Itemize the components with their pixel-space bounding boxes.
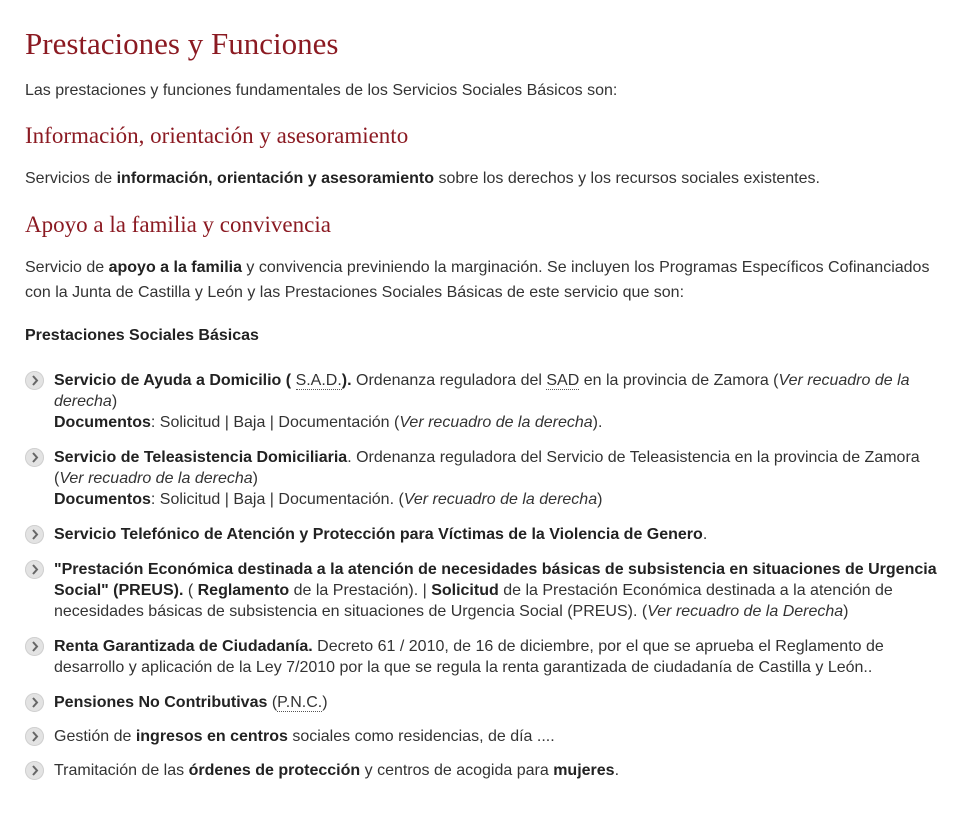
solicitud-link[interactable]: Solicitud (431, 582, 499, 599)
bold-fragment: información, orientación y asesoramiento (116, 170, 435, 187)
text-fragment: . Ordenanza reguladora del Servicio de Teleasistencia en la provincia de Zamora ( (54, 449, 920, 487)
intro-text: Las prestaciones y funciones fundamentales de los Servicios Sociales Básicos son: (25, 82, 618, 99)
text-fragment: sociales como residencias, de día .... (287, 728, 555, 745)
abbr-pnc: P.N.C. (277, 694, 323, 711)
service-name[interactable]: Pensiones No Contributivas (54, 694, 268, 711)
text-fragment: Ordenanza reguladora del (351, 372, 547, 389)
chevron-right-icon (25, 637, 44, 656)
page-title: Prestaciones y Funciones (25, 26, 339, 61)
service-name[interactable]: Servicio de Teleasistencia Domiciliaria (54, 449, 348, 466)
text-fragment: . (614, 762, 620, 779)
service-name[interactable]: Renta Garantizada de Ciudadanía. (54, 638, 313, 655)
bold-fragment: ingresos en centros (135, 728, 288, 745)
text-fragment: ( (267, 694, 278, 711)
reglamento-link[interactable]: Reglamento (197, 582, 290, 599)
service-name[interactable]: Servicio de Ayuda a Domicilio ( (54, 372, 292, 389)
bold-fragment: mujeres (553, 762, 615, 779)
service-name[interactable]: "Prestación Económica destinada a la atención de necesidades básicas de subsistencia en situaciones de Urgencia Social" (PREUS). (54, 561, 937, 599)
text-fragment: Decreto 61 / 2010, de 16 de diciembre, por el que se aprueba el Reglamento de desarrollo y aplicación de la Ley 7/2010 por la que se regula la renta garantizada de ciudadanía de Castilla y León.. (54, 638, 884, 676)
text-fragment: ( (183, 582, 198, 599)
list-item-renta (25, 636, 949, 678)
chevron-right-icon (25, 371, 44, 390)
chevron-right-icon (25, 525, 44, 544)
section-text-apoyo (25, 255, 949, 305)
documents-links[interactable]: : Solicitud | Baja | Documentación ( (150, 414, 400, 431)
documents-label: Documentos (54, 491, 151, 508)
section-text-informacion (25, 168, 949, 190)
chevron-right-icon (25, 448, 44, 467)
list-item-sad (25, 370, 949, 433)
documents-links[interactable]: : Solicitud | Baja | Documentación. ( (150, 491, 404, 508)
italic-note: Ver recuadro de la derecha (399, 414, 593, 431)
list-item-telefonico (25, 524, 949, 545)
text-fragment: Servicio de (25, 259, 109, 276)
chevron-right-icon (25, 560, 44, 579)
prestaciones-list (25, 370, 949, 781)
subheading-prestaciones: Prestaciones Sociales Básicas (25, 327, 259, 344)
list-item-pnc (25, 692, 949, 713)
bold-fragment: apoyo a la familia (108, 259, 242, 276)
section-heading-informacion: Información, orientación y asesoramiento (25, 123, 409, 148)
text-fragment: ) (322, 694, 328, 711)
text-fragment: y centros de acogida para (360, 762, 554, 779)
italic-note: Ver recuadro de la derecha (59, 470, 253, 487)
list-item-ingresos (25, 726, 949, 747)
list-item-teleasistencia (25, 447, 949, 510)
text-fragment: y convivencia previniendo la marginación. Se incluyen los Programas Específicos Cofinanciados con la Junta de Castilla y León y las Prestaciones Sociales Básicas de este servicio que son: (25, 259, 930, 301)
abbr-sad-2: SAD (546, 372, 580, 389)
text-fragment: Gestión de (54, 728, 136, 745)
text-fragment: ) (843, 603, 849, 620)
section-heading-apoyo: Apoyo a la familia y convivencia (25, 212, 331, 237)
text-fragment: de la Prestación Económica destinada a la atención de necesidades básicas de subsistencia en situaciones de Urgencia Social (PREUS). ( (54, 582, 893, 620)
bold-fragment: órdenes de protección (188, 762, 361, 779)
italic-note: Ver recuadro de la derecha (403, 491, 598, 508)
text-fragment: de la Prestación). | (289, 582, 432, 599)
service-name[interactable]: Servicio Telefónico de Atención y Protección para Víctimas de la Violencia de Genero (54, 526, 703, 543)
text-fragment: ) (111, 393, 118, 410)
text-fragment: Servicios de (25, 170, 117, 187)
text-fragment: ) (252, 470, 258, 487)
italic-note: Ver recuadro de la derecha (54, 372, 910, 410)
text-fragment: en la provincia de Zamora ( (579, 372, 779, 389)
list-item-preus (25, 559, 949, 622)
bold-fragment: ). (341, 372, 352, 389)
chevron-right-icon (25, 761, 44, 780)
list-item-ordenes (25, 760, 949, 781)
text-fragment: Tramitación de las (54, 762, 189, 779)
text-fragment: ) (597, 491, 603, 508)
chevron-right-icon (25, 727, 44, 746)
documents-label: Documentos (54, 414, 151, 431)
italic-note: Ver recuadro de la Derecha (647, 603, 844, 620)
text-fragment: ). (592, 414, 603, 431)
chevron-right-icon (25, 693, 44, 712)
abbr-sad: S.A.D. (295, 372, 342, 389)
text-fragment: . (702, 526, 708, 543)
text-fragment: sobre los derechos y los recursos sociales existentes. (434, 170, 820, 187)
